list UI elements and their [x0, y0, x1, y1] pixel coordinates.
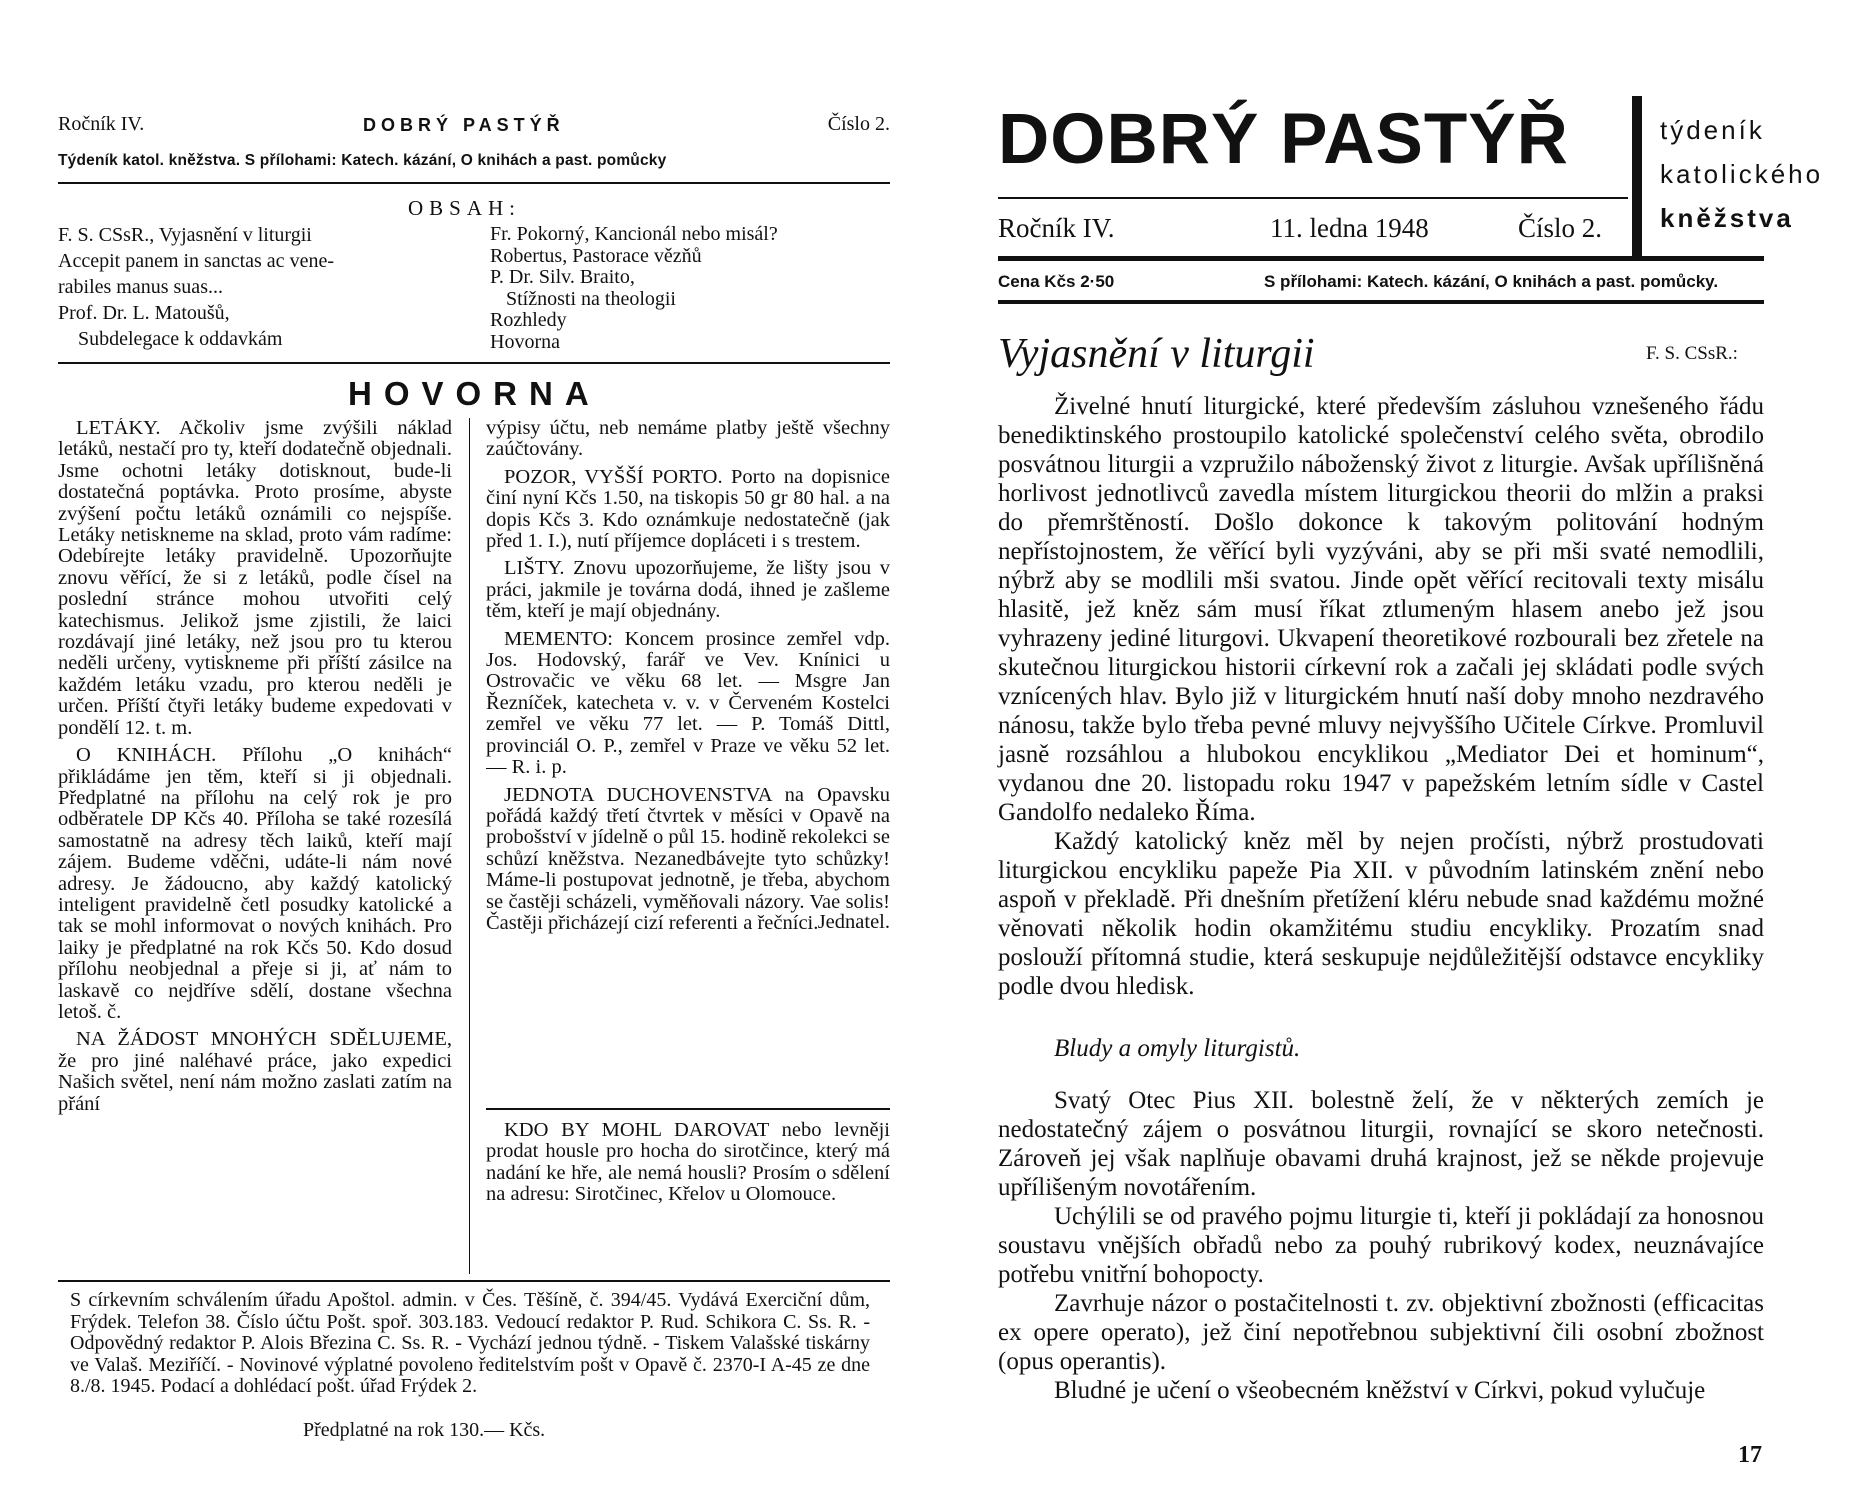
masthead-date: 11. ledna 1948	[1270, 213, 1429, 243]
contents-item: Hovorna	[490, 330, 560, 353]
paragraph: O KNIHÁCH. Přílohu „O knihách“ přikládáme jen těm, kteří si ji objednali. Předplatné na přílohu na celý rok je pro odběratele DP Kčs 40. Příloha se také rozesílá samostatně na adresy těch laiků, kteří mají zájem. Budeme vděčni, udáte-li nám nové adresy. Je žádoucno, aby každý katolický inteligent pravidelně četl posudky katolické a tak se mohl informovat o nových knihách. Pro laiky je předplatné na rok Kčs 50. Kdo dosud přílohu neobjednal a přeje si ji, ať nám to laskavě co nejdříve sdělí, dostane všechna letoš. č.	[58, 744, 452, 1023]
paragraph: POZOR, VYŠŠÍ PORTO. Porto na dopisnice činí nyní Kčs 1.50, na tiskopis 50 gr 80 hal. a na dopis Kčs 3. Kdo oznámkuje nedostatečně (jak před 1. I.), nutí příjemce dopláceti i s trestem.	[486, 465, 890, 553]
paragraph: KDO BY MOHL DAROVAT nebo levněji prodat housle pro hocha do sirotčince, který má nadání ke hře, ale nemá housli? Prosím o sdělení na adresu: Sirotčinec, Křelov u Olomouce.	[486, 1119, 890, 1206]
paragraph: JEDNOTA DUCHOVENSTVA na Opavsku pořádá každý třetí čtvrtek v měsíci v Opavě na probošství v jídelně o půl 15. hodině rekolekci se schůzí kněžstva. Nezanedbávejte tyto schůzky! Máme-li postupovat jednotně, je třeba, abychom se častěji scházeli, vyměňovali názory. Vae solis! Častěji přicházejí cizí referenti a řečníci.	[486, 783, 890, 934]
supplements: S přílohami: Katech. kázání, O knihách a past. pomůcky.	[1264, 272, 1719, 291]
masthead-volume: Ročník IV.	[998, 213, 1115, 243]
contents-right	[490, 224, 890, 353]
contents-item: Accepit panem in sanctas ac vene-	[58, 250, 334, 272]
paragraph: MEMENTO: Koncem prosince zemřel vdp. Jos. Hodovský, farář ve Vev. Knínici u Ostrovačic ve věku 68 let. — Msgre Jan Řezníček, katecheta v. v. v Červeném Kostelci zemřel ve věku 77 let. — P. Tomáš Dittl, provinciál O. P., zemřel v Praze ve věku 52 let. — R. i. p.	[486, 627, 890, 779]
hovorna-col1	[58, 418, 452, 1281]
paragraph: Každý katolický kněz měl by nejen pročísti, nýbrž prostudovati liturgickou encykliku papeže Pia XII. v původním latinském znění nebo aspoň v překladě. Při dnešním přetížení kléru nebude snad každému možné věnovati několik hodin okamžitému studiu encykliky. Prozatím snad poslouží přítomná studie, která seskupuje nejdůležitější odstavce encykliky podle dvou hledisk.	[998, 828, 1764, 1000]
paragraph: Bludné je učení o všeobecném kněžství v Církvi, pokud vylučuje	[1054, 1377, 1706, 1404]
price: Cena Kčs 2·50	[998, 272, 1115, 291]
supplements-rule	[998, 300, 1764, 304]
article-author: F. S. CSsR.:	[1646, 343, 1738, 364]
paragraph: Svatý Otec Pius XII. bolestně želí, že v některých zemích je nedostatečný zájem o posvátnou liturgii, rovnající se skoro netečnosti. Zároveň jej však naplňuje obavami druhá krajnost, jež se někde projevuje upřílišeným novotářením.	[998, 1087, 1764, 1201]
header-rule	[58, 182, 890, 184]
hovorna-col2	[486, 418, 890, 1133]
paragraph: LIŠTY. Znovu upozorňujeme, že lišty jsou v práci, jakmile je továrna dodá, ihned je zašleme těm, kteří je mají objednány.	[486, 557, 890, 623]
column-divider	[469, 418, 470, 1274]
contents-item: Rozhledy	[490, 309, 567, 331]
masthead-rule	[998, 197, 1628, 199]
donation-notice	[486, 1120, 890, 1212]
contents-left	[58, 224, 478, 351]
contents-item: F. S. CSsR., Vyjasnění v liturgii	[58, 224, 312, 246]
section-title: HOVORNA	[348, 375, 601, 412]
contents-item: Fr. Pokorný, Kancionál nebo misál?	[490, 223, 778, 245]
right-page	[938, 0, 1876, 1500]
contents-item: Subdelegace k oddavkám	[78, 328, 283, 350]
article-body	[998, 1086, 1764, 1405]
imprint: S církevním schválením úřadu Apoštol. admin. v Čes. Těšíně, č. 394/45. Vydává Exerciční dům, Frýdek. Telefon 38. Číslo účtu Pošt. spoř. 303.183. Vedoucí redaktor P. Rud. Schikora C. Ss. R. - Odpovědný redaktor P. Alois Březina C. Ss. R. - Vychází jednou týdně. - Tiskem Valašské tiskárny ve Valaš. Meziříčí. - Novinové výplatné povoleno ředitelstvím pošt v Opavě č. 2370-I A-45 ze dne 8./8. 1945. Podací a dohlédací pošt. úřad Frýdek 2.	[70, 1289, 870, 1397]
article-title: Vyjasnění v liturgii	[998, 331, 1315, 377]
paragraph: LETÁKY. Ačkoliv jsme zvýšili náklad letáků, nestačí pro ty, kteří dodatečně objednali. Jsme ochotni letáky dotisknout, bude-li dostatečná poptávka. Proto prosíme, abyste zvýšení počtu letáků oznámili co nejspíše. Letáky netiskneme na sklad, proto vám radíme: Odebírejte letáky pravidelně. Upozorňujte znovu věřící, že si z letáků, podle čísel na poslední stránce mohou utvořiti celý katechismus. Jelikož jsme zjistili, že laici rozdávají jiné letáky, než jsou pro tu kterou neděli určeny, vytiskneme při příští zásilce na každém letáku vzadu, pro kterou neděli je určen. Příští čtyři letáky budeme expedovati v pondělí 12. t. m.	[58, 418, 452, 739]
paragraph: NA ŽÁDOST MNOHÝCH SDĚLUJEME, že pro jiné naléhavé práce, jako expedici Našich světel, není nám možno zaslati zatím na přání	[58, 1028, 452, 1115]
paragraph: Zavrhuje názor o postačitelnosti t. zv. objektivní zbožnosti (efficacitas ex opere operato), jež činí nepotřebnou subjektivní čili osobní zbožnost (opus operantis).	[998, 1290, 1764, 1375]
tagline-line: kněžstva	[1660, 203, 1794, 233]
left-header	[58, 113, 890, 137]
left-issue: Číslo 2.	[827, 113, 890, 135]
subscription: Předplatné na rok 130.— Kčs.	[303, 1419, 546, 1441]
paragraph: Živelné hnutí liturgické, které především zásluhou vznešeného řádu benediktinského prostoupilo katolické společenství celého světa, obrodilo posvátnou liturgii a vzpružilo náboženský život z liturgie. Avšak upřílišněná horlivost jednotlivců zavedla místem liturgickou theorii do mlžin a praksi do přemrštěností. Došlo dokonce k takovým politování hodným nepřístojnostem, že věřící byli vyzýváni, aby se při mši svaté nemodlili, nýbrž aby se modlili mši svatou. Jinde opět věřící recitovali texty misálu hlasitě, jež kněz sám musí říkat ztlumeným hlasem anebo jež jsou vyhrazeny jediné liturgovi. Ukvapení theoretikové rozbourali bez zřetele na skutečnou liturgickou historii církevní rok a začali jej skládati podle svých vznícených hlav. Bylo již v liturgickém hnutí naší doby mnoho nezdravého nánosu, takže bylo třeba pevné mluvy nejvyššího Učitele Církve. Promluvil jasně rozsáhlou a hlubokou encyklikou „Mediator Dei et hominum“, vydanou dne 20. listopadu roku 1947 v papežském letním sídle v Castel Gandolfo nedaleko Říma.	[998, 393, 1764, 826]
masthead-vertical-rule	[1632, 96, 1642, 258]
signature: Jednatel.	[817, 911, 890, 934]
paragraph: Uchýlili se od pravého pojmu liturgie ti, kteří ji pokládají za honosnou soustavu vnějších obřadů nebo za pouhý rubrikový kodex, neuznávajíce potřebu vnitřní bohopocty.	[998, 1203, 1764, 1288]
contents-item: rabiles manus suas...	[58, 276, 223, 298]
tagline-line: katolického	[1660, 159, 1824, 189]
page-number: 17	[1738, 1442, 1762, 1468]
notice-rule	[486, 1108, 890, 1110]
left-title: DOBRÝ PASTÝŘ	[363, 115, 565, 135]
masthead-issue: Číslo 2.	[1518, 213, 1603, 243]
contents-item: Stížnosti na theologii	[506, 287, 676, 310]
contents-rule	[58, 362, 890, 364]
imprint-rule	[58, 1280, 890, 1282]
article-intro	[998, 392, 1764, 1001]
article-subheading: Bludy a omyly liturgistů.	[1054, 1035, 1301, 1062]
tagline-line: týdeník	[1660, 115, 1765, 145]
masthead-tagline	[1660, 108, 1823, 240]
contents-item: P. Dr. Silv. Braito,	[490, 266, 635, 288]
masthead-title: DOBRÝ PASTÝŘ	[998, 100, 1569, 179]
left-subtitle: Týdeník katol. kněžstva. S přílohami: Katech. kázání, O knihách a past. pomůcky	[58, 152, 667, 169]
contents-item: Prof. Dr. L. Matoušů,	[58, 302, 230, 324]
thick-rule	[998, 256, 1764, 261]
contents-item: Robertus, Pastorace vězňů	[490, 244, 702, 267]
paragraph: výpisy účtu, neb nemáme platby ještě všechny zaúčtovány.	[486, 418, 890, 461]
left-volume: Ročník IV.	[58, 113, 145, 135]
contents-heading: OBSAH:	[408, 196, 522, 220]
